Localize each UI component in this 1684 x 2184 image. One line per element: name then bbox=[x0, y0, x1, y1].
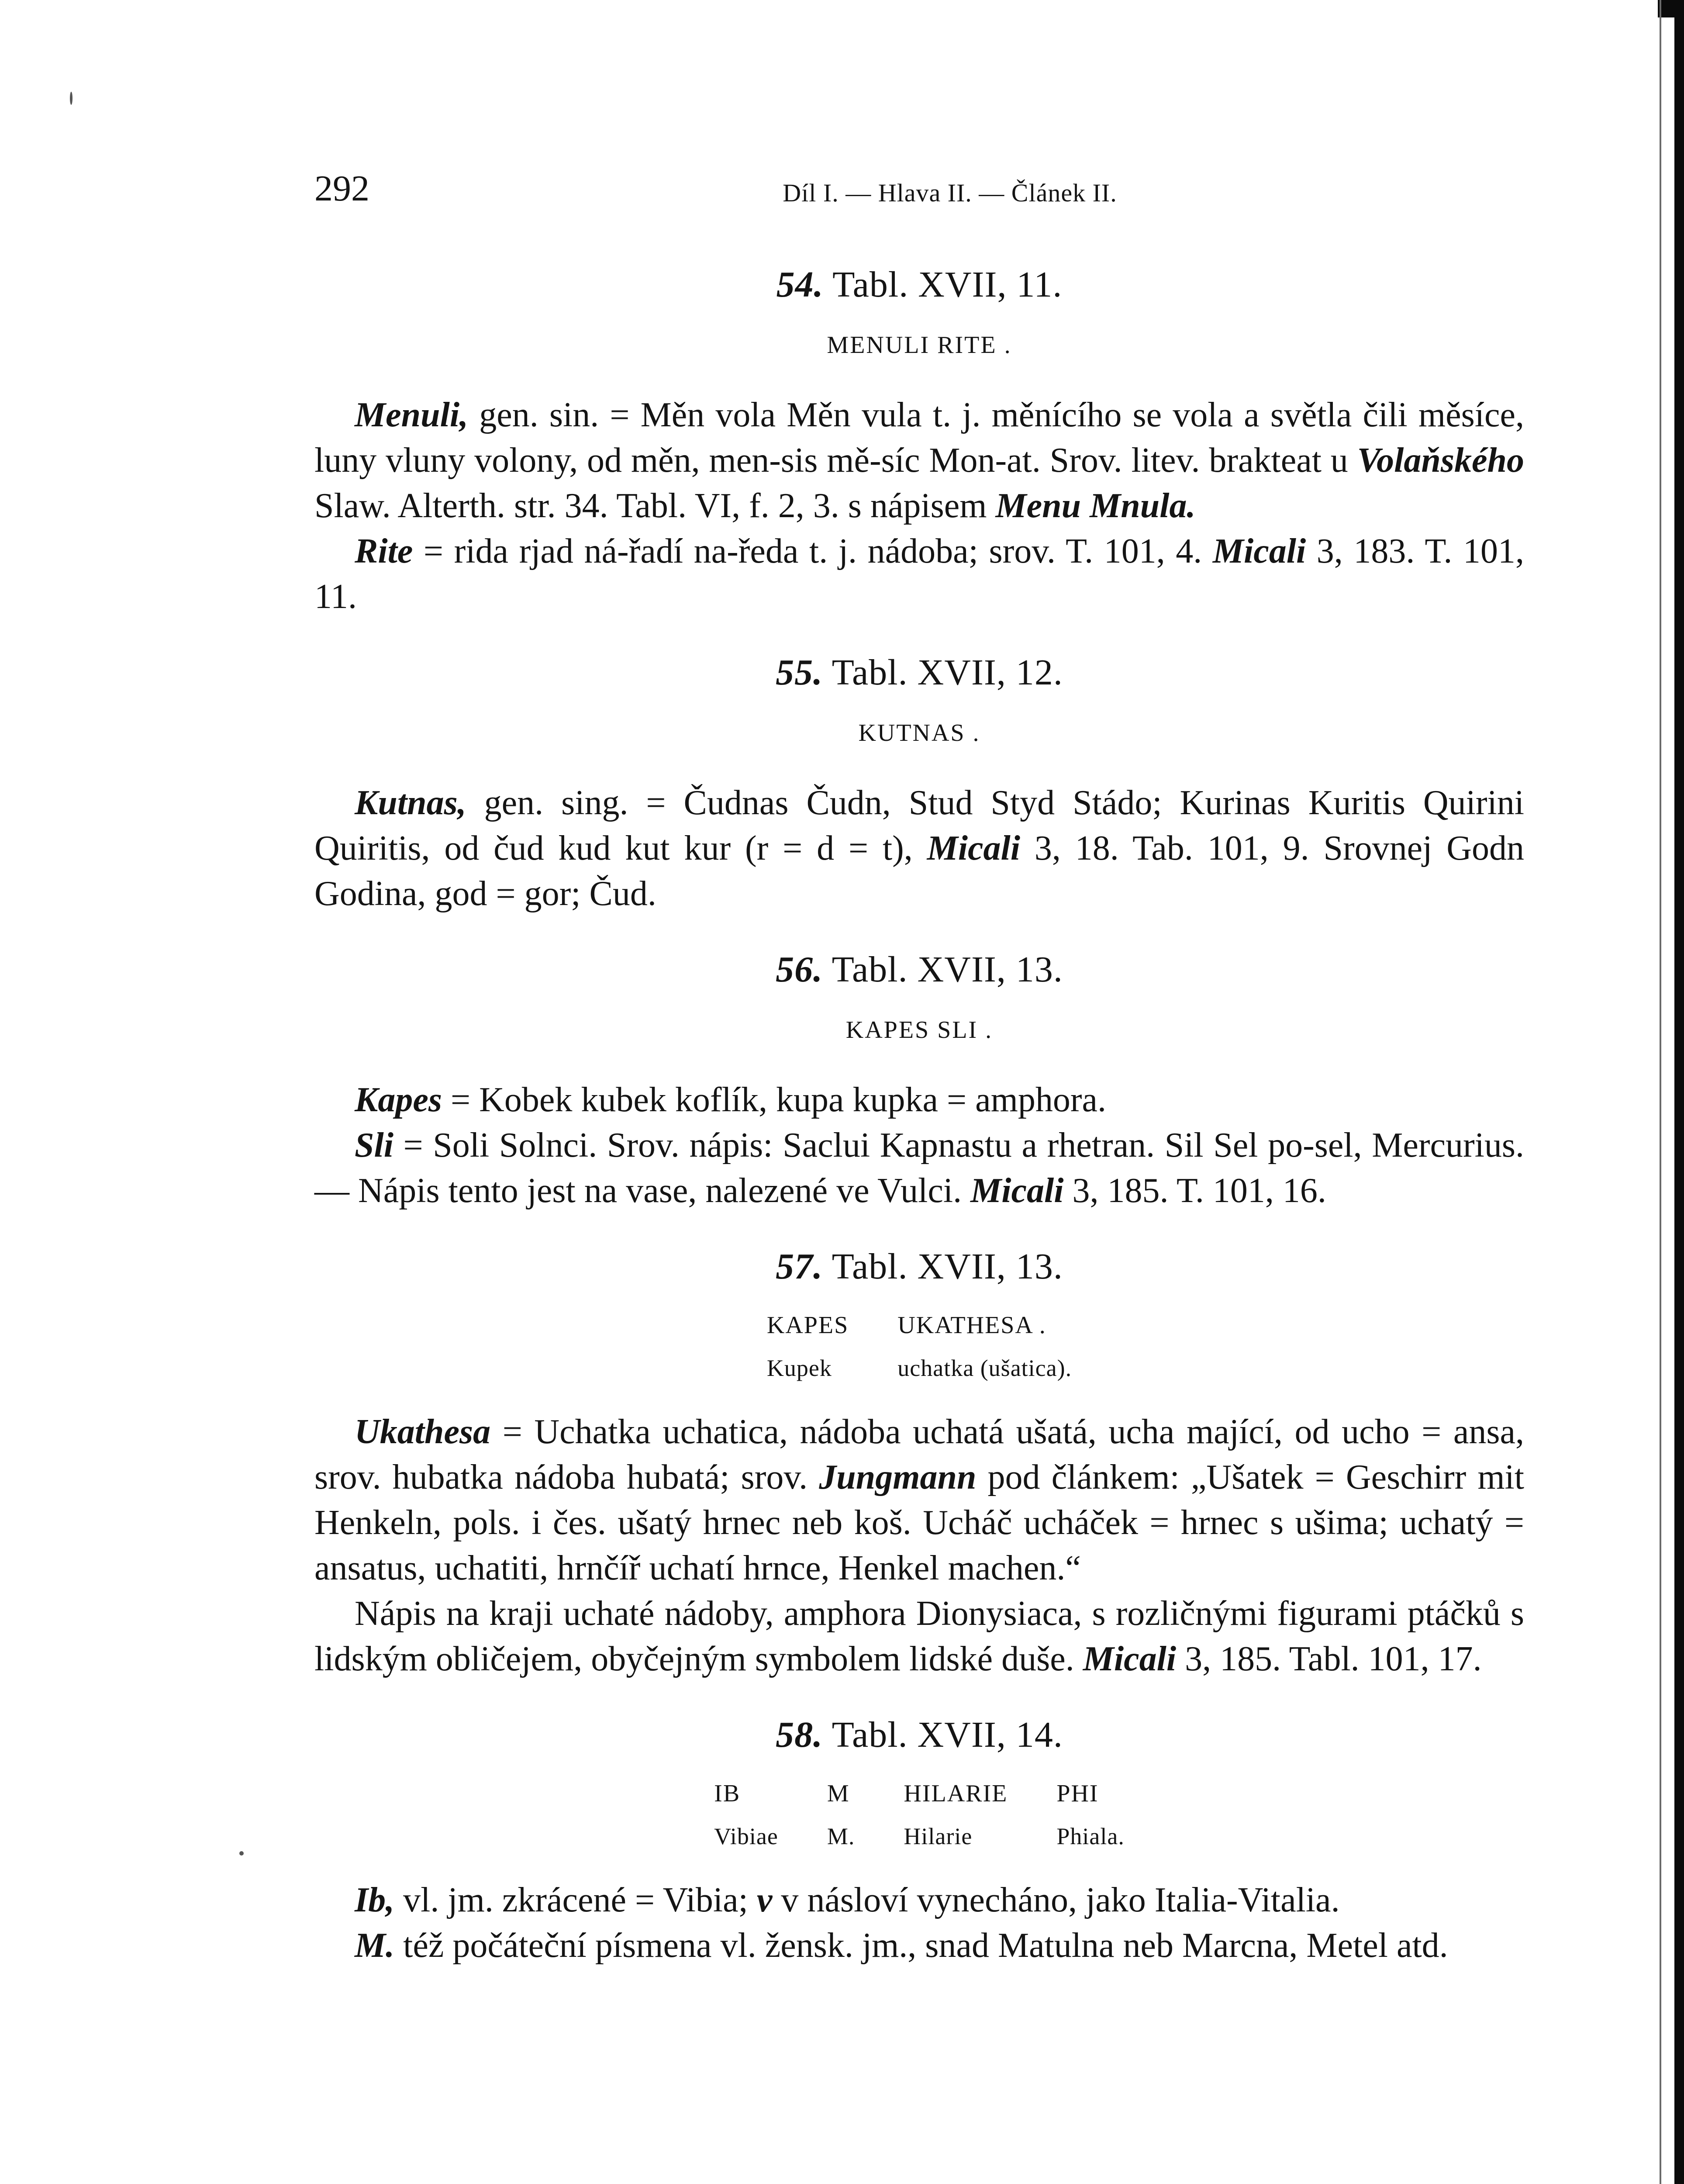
entry-number: 56. bbox=[776, 949, 823, 990]
entry-number: 57. bbox=[776, 1246, 823, 1287]
entry-55 bbox=[314, 650, 1524, 916]
reading-row bbox=[690, 1815, 1149, 1858]
entry-table-ref: Tabl. XVII, 13. bbox=[832, 949, 1063, 990]
term: Micali bbox=[970, 1171, 1064, 1210]
entry-57 bbox=[314, 1244, 1524, 1682]
inscription-cell: KAPES bbox=[766, 1312, 849, 1339]
term: Ib, bbox=[355, 1881, 395, 1919]
reading-cell: Hilarie bbox=[904, 1823, 973, 1849]
text: = rida rjad ná-řadí na-ředa t. j. nádoba; srov. T. 101, 4. bbox=[413, 532, 1213, 570]
running-head bbox=[314, 166, 1524, 232]
entry-heading bbox=[314, 650, 1524, 695]
scan-edge bbox=[1674, 0, 1684, 2184]
entry-number: 54. bbox=[776, 264, 824, 305]
paragraph bbox=[314, 1077, 1524, 1123]
entry-heading bbox=[314, 262, 1524, 308]
entry-table-ref: Tabl. XVII, 14. bbox=[832, 1714, 1063, 1755]
paragraph bbox=[314, 392, 1524, 529]
inscription-table bbox=[690, 1773, 1149, 1858]
inscription: KAPES SLI . bbox=[845, 1016, 993, 1044]
paragraph bbox=[314, 1123, 1524, 1213]
text: pod článkem: „Ušatek = Geschirr mit Henkeln, pols. i čes. ušatý hrnec neb koš. Ucháč ucháček = hrnec s ušima; uchatý = ansatus, uchatiti, hrnčíř uchatí hrnce, Henkel machen.“ bbox=[314, 1458, 1524, 1587]
inscription-cell: IB bbox=[714, 1780, 741, 1807]
term: Micali bbox=[1212, 532, 1306, 570]
text: 3, 185. T. 101, 16. bbox=[1063, 1171, 1326, 1210]
term: M. bbox=[355, 1926, 395, 1965]
inscription-cell: HILARIE bbox=[904, 1780, 1008, 1807]
inscription-cell: M bbox=[827, 1780, 850, 1807]
term: Micali bbox=[927, 829, 1020, 867]
inscription-row bbox=[690, 1773, 1149, 1815]
paragraph bbox=[314, 780, 1524, 916]
entry-number: 58. bbox=[776, 1714, 823, 1755]
text: gen. sin. = Měn vola Měn vula t. j. měnícího se vola a světla čili měsíce, luny vluny volony, od měn, men-sis mě-síc Mon-at. Srov. litev. brakteat u bbox=[314, 396, 1524, 480]
scan-speck bbox=[70, 92, 72, 105]
text: též počáteční písmena vl. žensk. jm., snad Matulna neb Marcna, Metel atd. bbox=[394, 1926, 1448, 1965]
entry-heading bbox=[314, 947, 1524, 992]
term: Rite bbox=[355, 532, 413, 570]
paragraph bbox=[314, 1877, 1524, 1923]
term: Kapes bbox=[355, 1081, 442, 1119]
text: = Kobek kubek koflík, kupa kupka = amphora. bbox=[442, 1081, 1107, 1119]
text: 3, 183. T. 101, 11. bbox=[314, 532, 1525, 616]
paragraph bbox=[314, 1409, 1524, 1591]
entry-54 bbox=[314, 262, 1524, 619]
text: 3, 18. Tab. 101, 9. Srovnej Godn Godina, god = gor; Čud. bbox=[314, 829, 1524, 913]
entry-number: 55. bbox=[776, 652, 823, 693]
term: Menu Mnula. bbox=[995, 487, 1196, 525]
inscription-cell: UKATHESA . bbox=[897, 1312, 1046, 1339]
text: = Uchatka uchatica, nádoba uchatá ušatá, ucha mající, od ucho = ansa, srov. hubatka nádoba hubatá; srov. bbox=[314, 1413, 1524, 1496]
term: Ukathesa bbox=[355, 1413, 491, 1451]
text: v násloví vynecháno, jako Italia-Vitalia. bbox=[772, 1881, 1340, 1919]
entry-heading bbox=[314, 1244, 1524, 1289]
reading-cell: uchatka (ušatica). bbox=[897, 1355, 1072, 1381]
paragraph bbox=[314, 1923, 1524, 1968]
reading-cell: M. bbox=[827, 1823, 855, 1849]
reading-cell: Vibiae bbox=[714, 1823, 778, 1849]
text: = Soli Solnci. Srov. nápis: Saclui Kapnastu a rhetran. Sil Sel po-sel, Mercurius. — Nápis tento jest na vase, nalezené ve Vulci. bbox=[314, 1126, 1524, 1210]
paragraph bbox=[314, 1591, 1524, 1682]
term: Menuli, bbox=[355, 396, 469, 434]
entry-56 bbox=[314, 947, 1524, 1213]
paragraph bbox=[314, 529, 1524, 619]
inscription-row bbox=[742, 1304, 1096, 1347]
entry-table-ref: Tabl. XVII, 13. bbox=[832, 1246, 1063, 1287]
scan-edge-line bbox=[1660, 0, 1661, 2184]
term: Sli bbox=[355, 1126, 393, 1165]
reading-cell: Kupek bbox=[766, 1355, 832, 1381]
page-number: 292 bbox=[314, 168, 369, 209]
text: gen. sing. = Čudnas Čudn, Stud Styd Stádo; Kurinas Kuritis Quirini Quiritis, od čud kud kut kur (r = d = t), bbox=[314, 784, 1524, 867]
inscription-table bbox=[742, 1304, 1096, 1390]
entry-table-ref: Tabl. XVII, 11. bbox=[832, 264, 1063, 305]
inscription-cell: PHI bbox=[1056, 1780, 1099, 1807]
entry-58 bbox=[314, 1712, 1524, 1968]
scan-speck bbox=[239, 1851, 244, 1856]
text: Slaw. Alterth. str. 34. Tabl. VI, f. 2, 3. s nápisem bbox=[314, 487, 996, 525]
reading-row bbox=[742, 1347, 1096, 1390]
term: Jungmann bbox=[819, 1458, 977, 1496]
term: Volaňského bbox=[1357, 441, 1524, 480]
text: vl. jm. zkrácené = Vibia; bbox=[394, 1881, 757, 1919]
term: Kutnas, bbox=[355, 784, 466, 822]
inscription: MENULI RITE . bbox=[827, 332, 1012, 359]
term: Micali bbox=[1083, 1640, 1177, 1678]
text: 3, 185. Tabl. 101, 17. bbox=[1176, 1640, 1482, 1678]
term: v bbox=[756, 1881, 773, 1919]
entry-heading bbox=[314, 1712, 1524, 1758]
inscription: KUTNAS . bbox=[858, 719, 980, 746]
running-head-title: Díl I. — Hlava II. — Článek II. bbox=[783, 179, 1117, 207]
book-page bbox=[314, 166, 1524, 1968]
text: Nápis na kraji uchaté nádoby, amphora Dionysiaca, s rozličnými figurami ptáčků s lidským obličejem, obyčejným symbolem lidské duše. bbox=[314, 1594, 1524, 1678]
entry-table-ref: Tabl. XVII, 12. bbox=[832, 652, 1063, 693]
reading-cell: Phiala. bbox=[1056, 1823, 1125, 1849]
